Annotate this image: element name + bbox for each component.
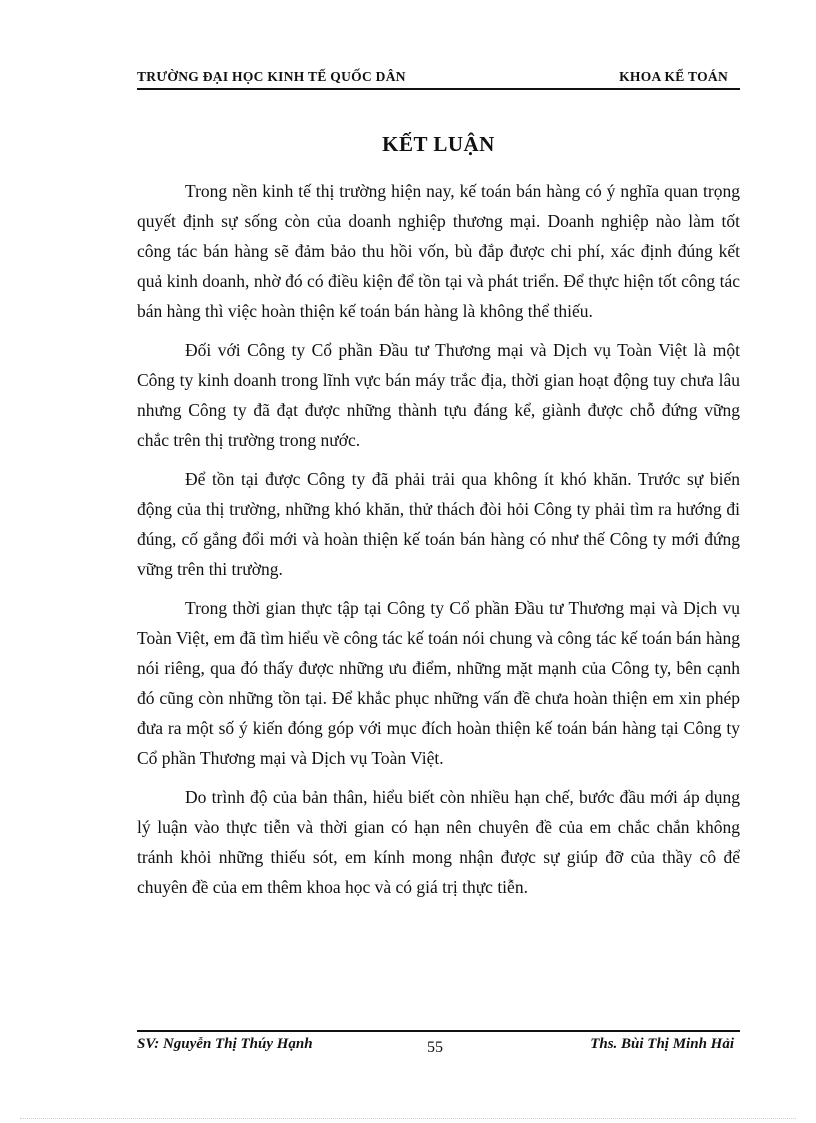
university-name: TRƯỜNG ĐẠI HỌC KINH TẾ QUỐC DÂN xyxy=(137,69,406,84)
footer-divider xyxy=(137,1030,740,1032)
page-edge-divider xyxy=(20,1118,796,1119)
page-title: KẾT LUẬN xyxy=(382,132,495,156)
paragraph-2: Đối với Công ty Cổ phần Đầu tư Thương mại và Dịch vụ Toàn Việt là một Công ty kinh doanh trong lĩnh vực bán máy trắc địa, thời gian hoạt động tuy chưa lâu nhưng Công ty đã đạt được những thành tựu đáng kể, giành được chỗ đứng vững chắc trên thị trường trong nước. xyxy=(137,340,740,450)
page-footer xyxy=(137,1036,740,1060)
page-header xyxy=(137,66,740,90)
paragraph-4: Trong thời gian thực tập tại Công ty Cổ phần Đầu tư Thương mại và Dịch vụ Toàn Việt, em đã tìm hiểu về công tác kế toán nói chung và công tác kế toán bán hàng nói riêng, qua đó thấy được những ưu điểm, những mặt mạnh của Công ty, bên cạnh đó cũng còn những tồn tại. Để khắc phục những vấn đề chưa hoàn thiện em xin phép đưa ra một số ý kiến đóng góp với mục đích hoàn thiện kế toán bán hàng tại Công ty Cổ phần Thương mại và Dịch vụ Toàn Việt. xyxy=(137,598,740,768)
document-body xyxy=(137,176,740,911)
faculty-name: KHOA KẾ TOÁN xyxy=(619,69,728,84)
paragraph-5: Do trình độ của bản thân, hiểu biết còn nhiều hạn chế, bước đầu mới áp dụng lý luận vào thực tiễn và thời gian có hạn nên chuyên đề của em chắc chắn không tránh khỏi những thiếu sót, em kính mong nhận được sự giúp đỡ của thầy cô để chuyên đề của em thêm khoa học và có giá trị thực tiễn. xyxy=(137,787,740,897)
advisor-name: Ths. Bùi Thị Minh Hải xyxy=(590,1036,734,1052)
student-name: SV: Nguyễn Thị Thúy Hạnh xyxy=(137,1036,313,1052)
paragraph-3: Để tồn tại được Công ty đã phải trải qua không ít khó khăn. Trước sự biến động của thị trường, những khó khăn, thử thách đòi hỏi Công ty phải tìm ra hướng đi đúng, cố gắng đổi mới và hoàn thiện kế toán bán hàng có như thế Công ty mới đứng vững trên thi trường. xyxy=(137,469,740,579)
paragraph-1: Trong nền kinh tế thị trường hiện nay, kế toán bán hàng có ý nghĩa quan trọng quyết định sự sống còn của doanh nghiệp thương mại. Doanh nghiệp nào làm tốt công tác bán hàng sẽ đảm bảo thu hồi vốn, bù đắp được chi phí, xác định đúng kết quả kinh doanh, nhờ đó có điều kiện để tồn tại và phát triển. Để thực hiện tốt công tác bán hàng thì việc hoàn thiện kế toán bán hàng là không thể thiếu. xyxy=(137,181,740,321)
page-number: 55 xyxy=(427,1039,443,1056)
